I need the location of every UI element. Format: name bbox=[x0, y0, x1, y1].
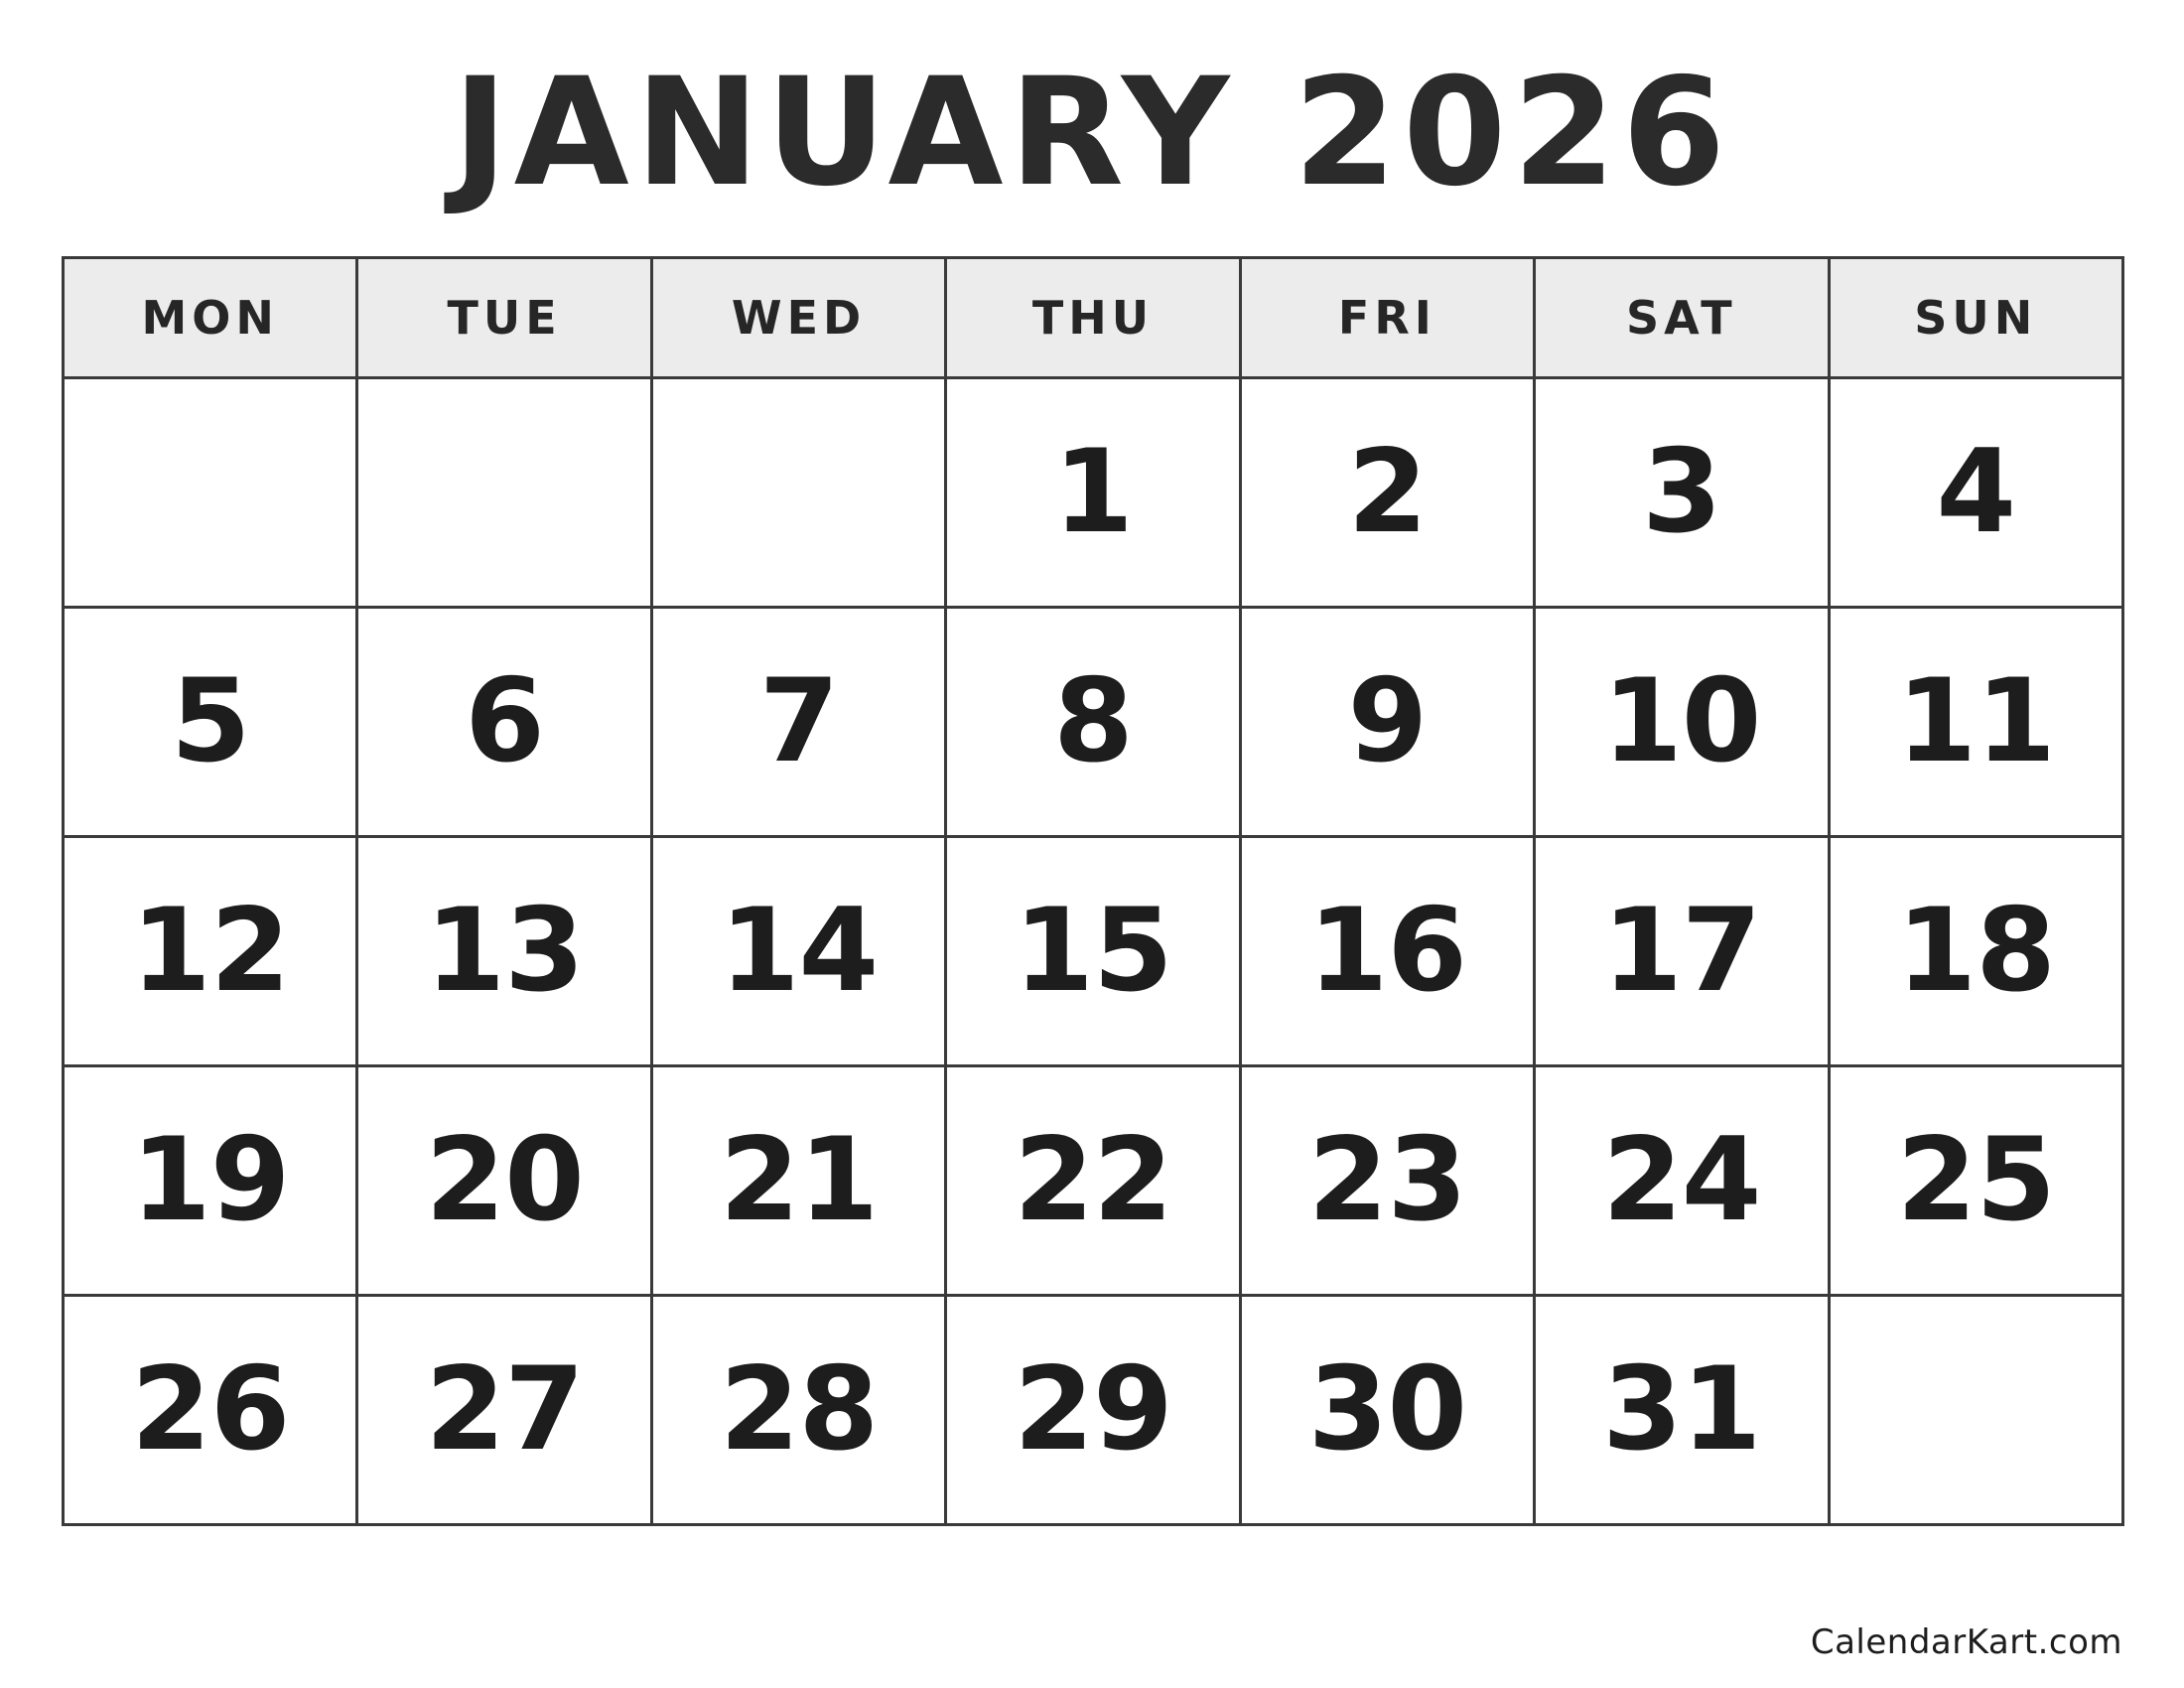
calendar-day-cell[interactable] bbox=[1240, 378, 1534, 608]
weekday-header-row bbox=[64, 258, 2123, 378]
weekday-header-fri: FRI bbox=[1240, 258, 1534, 378]
calendar-day-cell[interactable] bbox=[1240, 608, 1534, 837]
calendar-day-cell[interactable] bbox=[1240, 1296, 1534, 1525]
day-number: 28 bbox=[719, 1342, 879, 1477]
calendar-day-cell[interactable] bbox=[651, 1066, 945, 1296]
calendar-day-cell[interactable] bbox=[1535, 837, 1829, 1066]
weekday-header-sat: SAT bbox=[1535, 258, 1829, 378]
calendar-day-cell[interactable] bbox=[64, 1296, 357, 1525]
day-number: 19 bbox=[130, 1113, 290, 1247]
day-number: 22 bbox=[1014, 1113, 1172, 1247]
day-number: 5 bbox=[170, 654, 250, 788]
calendar-day-cell[interactable] bbox=[1240, 837, 1534, 1066]
site-credit: CalendarKart.com bbox=[1810, 1622, 2122, 1662]
calendar-day-cell[interactable] bbox=[1829, 837, 2122, 1066]
calendar-day-cell[interactable] bbox=[946, 1296, 1240, 1525]
day-number: 29 bbox=[1014, 1342, 1172, 1477]
day-number: 21 bbox=[719, 1113, 879, 1247]
day-number: 16 bbox=[1307, 884, 1467, 1018]
day-number: 12 bbox=[130, 884, 290, 1018]
calendar-day-cell[interactable] bbox=[946, 378, 1240, 608]
calendar-week-row bbox=[64, 1296, 2123, 1525]
calendar-week-row bbox=[64, 837, 2123, 1066]
calendar-day-cell[interactable] bbox=[357, 837, 651, 1066]
calendar-body bbox=[64, 378, 2123, 1525]
calendar-day-cell[interactable] bbox=[1535, 608, 1829, 837]
calendar-week-row bbox=[64, 1066, 2123, 1296]
calendar-day-cell[interactable] bbox=[1535, 378, 1829, 608]
day-number: 9 bbox=[1347, 654, 1428, 788]
day-number: 2 bbox=[1347, 425, 1428, 559]
calendar-day-cell[interactable] bbox=[651, 1296, 945, 1525]
weekday-header-mon: MON bbox=[64, 258, 357, 378]
weekday-header-wed: WED bbox=[651, 258, 945, 378]
day-number: 10 bbox=[1602, 654, 1761, 788]
day-number: 6 bbox=[465, 654, 544, 788]
day-number: 25 bbox=[1896, 1113, 2055, 1247]
calendar-day-cell[interactable] bbox=[1829, 378, 2122, 608]
day-number: 20 bbox=[425, 1113, 584, 1247]
month-calendar-grid bbox=[62, 256, 2124, 1526]
calendar-day-cell[interactable] bbox=[1535, 1296, 1829, 1525]
day-number: 23 bbox=[1307, 1113, 1467, 1247]
calendar-day-cell[interactable] bbox=[946, 837, 1240, 1066]
calendar-day-cell[interactable] bbox=[1535, 1066, 1829, 1296]
calendar-day-cell[interactable] bbox=[946, 1066, 1240, 1296]
day-number: 14 bbox=[719, 884, 879, 1018]
day-number: 11 bbox=[1896, 654, 2055, 788]
day-number: 30 bbox=[1307, 1342, 1467, 1477]
calendar-day-cell[interactable] bbox=[64, 608, 357, 837]
day-number: 13 bbox=[425, 884, 584, 1018]
calendar-day-cell[interactable] bbox=[64, 1066, 357, 1296]
calendar-day-cell[interactable] bbox=[357, 608, 651, 837]
day-number: 3 bbox=[1641, 425, 1721, 559]
calendar-day-cell[interactable] bbox=[651, 608, 945, 837]
calendar-day-cell[interactable] bbox=[1829, 1066, 2122, 1296]
calendar-header-row-group bbox=[64, 258, 2123, 378]
day-number: 26 bbox=[130, 1342, 290, 1477]
weekday-header-tue: TUE bbox=[357, 258, 651, 378]
calendar-week-row bbox=[64, 608, 2123, 837]
calendar-day-cell[interactable] bbox=[357, 1296, 651, 1525]
day-number: 7 bbox=[758, 654, 839, 788]
day-number: 18 bbox=[1896, 884, 2055, 1018]
day-number: 17 bbox=[1602, 884, 1761, 1018]
calendar-day-cell[interactable] bbox=[64, 837, 357, 1066]
day-number: 27 bbox=[425, 1342, 584, 1477]
weekday-header-thu: THU bbox=[946, 258, 1240, 378]
calendar-day-cell[interactable] bbox=[1829, 1296, 2122, 1525]
calendar-day-cell[interactable] bbox=[64, 378, 357, 608]
day-number: 31 bbox=[1602, 1342, 1761, 1477]
calendar-day-cell[interactable] bbox=[651, 837, 945, 1066]
calendar-day-cell[interactable] bbox=[357, 1066, 651, 1296]
day-number: 8 bbox=[1053, 654, 1133, 788]
day-number: 1 bbox=[1053, 425, 1133, 559]
day-number: 15 bbox=[1014, 884, 1172, 1018]
day-number: 24 bbox=[1602, 1113, 1761, 1247]
calendar-day-cell[interactable] bbox=[651, 378, 945, 608]
day-number: 4 bbox=[1936, 425, 2016, 559]
calendar-day-cell[interactable] bbox=[357, 378, 651, 608]
calendar-day-cell[interactable] bbox=[1829, 608, 2122, 837]
calendar-day-cell[interactable] bbox=[946, 608, 1240, 837]
calendar-week-row bbox=[64, 378, 2123, 608]
page-title: JANUARY 2026 bbox=[452, 47, 1732, 219]
calendar-day-cell[interactable] bbox=[1240, 1066, 1534, 1296]
weekday-header-sun: SUN bbox=[1829, 258, 2122, 378]
